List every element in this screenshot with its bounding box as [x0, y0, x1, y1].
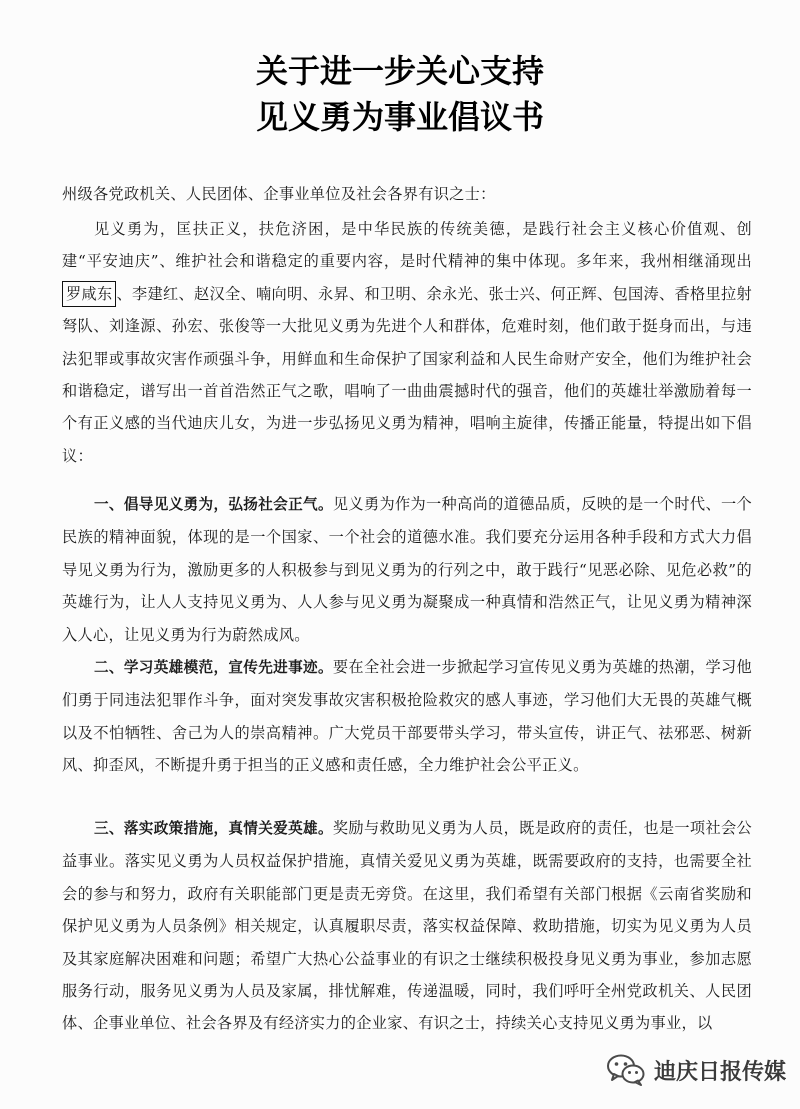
proposal-1-body: 见义勇为作为一种高尚的道德品质，反映的是一个时代、一个民族的精神面貌，体现的是一个国家、一个社会的道德水准。我们要充分运用各种手段和方式大力倡导见义勇为行为，激励更多的人积极参与到见义勇为的行列之中，敢于践行“见恶必除、见危必救”的英雄行为，让人人支持见义勇为、人人参与见义勇为凝聚成一种真情和浩然正气，让见义勇为精神深入人心，让见义勇为行为蔚然成风。	[62, 495, 752, 644]
proposal-3-body: 奖励与救助见义勇为人员，既是政府的责任，也是一项社会公益事业。落实见义勇为人员权益保护措施，真情关爱见义勇为英雄，既需要政府的支持，也需要全社会的参与和努力，政府有关职能部门更是责无旁贷。在这里，我们希望有关部门根据《云南省奖励和保护见义勇为人员条例》相关规定，认真履职尽责，落实权益保障、救助措施，切实为见义勇为人员及其家庭解决困难和问题；希望广大热心公益事业的有识之士继续积极投身见义勇为事业，参加志愿服务行动，服务见义勇为人员及家属，排忧解难，传递温暖，同时，我们呼吁全州党政机关、人民团体、企事业单位、社会各界及有经济实力的企业家、有识之士，持续关心支持见义勇为事业，以	[62, 819, 752, 1033]
paragraph-proposal-3	[62, 812, 752, 1040]
proposal-2-heading: 二、学习英雄模范，宣传先进事迹。	[94, 659, 333, 676]
proposal-1-heading: 一、倡导见义勇为，弘扬社会正气。	[94, 496, 333, 513]
paragraph-intro-text-after: 、李建红、赵汉全、喃向明、永昇、和卫明、余永光、张士兴、何正辉、包国涛、香格里拉射弩队、刘逢源、孙宏、张俊等一大批见义勇为先进个人和群体，危难时刻，他们敢于挺身而出，与违法犯罪或事故灾害作顽强斗争，用鲜血和生命保护了国家利益和人民生命财产安全，他们为维护社会和谐稳定，谱写出一首首浩然正气之歌，唱响了一曲曲震撼时代的强音，他们的英雄壮举激励着每一个有正义感的当代迪庆儿女，为进一步弘扬见义勇为精神，唱响主旋律，传播正能量，特提出如下倡议：	[62, 284, 752, 465]
title-line-2: 见义勇为事业倡议书	[255, 98, 544, 136]
proposal-3-heading: 三、落实政策措施，真情关爱英雄。	[94, 820, 333, 837]
paragraph-intro-text-before: 见义勇为，匡扶正义，扶危济困，是中华民族的传统美德，是践行社会主义核心价值观、创建“平安迪庆”、维护社会和谐稳定的重要内容，是时代精神的集中体现。多年来，我州相继涌现出	[62, 220, 752, 271]
paragraph-intro	[62, 213, 752, 472]
watermark-label: 迪庆日报传媒	[653, 1059, 786, 1085]
boxed-name: 罗咸东	[62, 281, 116, 307]
watermark	[606, 1053, 786, 1087]
paragraph-proposal-2	[62, 651, 752, 782]
salutation: 州级各党政机关、人民团体、企事业单位及社会各界有识之士：	[62, 185, 496, 203]
proposal-2-body: 要在全社会进一步掀起学习宣传见义勇为英雄的热潮，学习他们勇于同违法犯罪作斗争，面对突发事故灾害积极抢险救灾的感人事迹，学习他们大无畏的英雄气概以及不怕牺牲、舍己为人的崇高精神。广大党员干部要带头学习，带头宣传，讲正气、祛邪恶、树新风、抑歪风，不断提升勇于担当的正义感和责任感，全力维护社会公平正义。	[62, 658, 752, 775]
title-line-1: 关于进一步关心支持	[255, 52, 544, 90]
paragraph-proposal-1	[62, 488, 752, 651]
wechat-icon	[606, 1053, 646, 1087]
